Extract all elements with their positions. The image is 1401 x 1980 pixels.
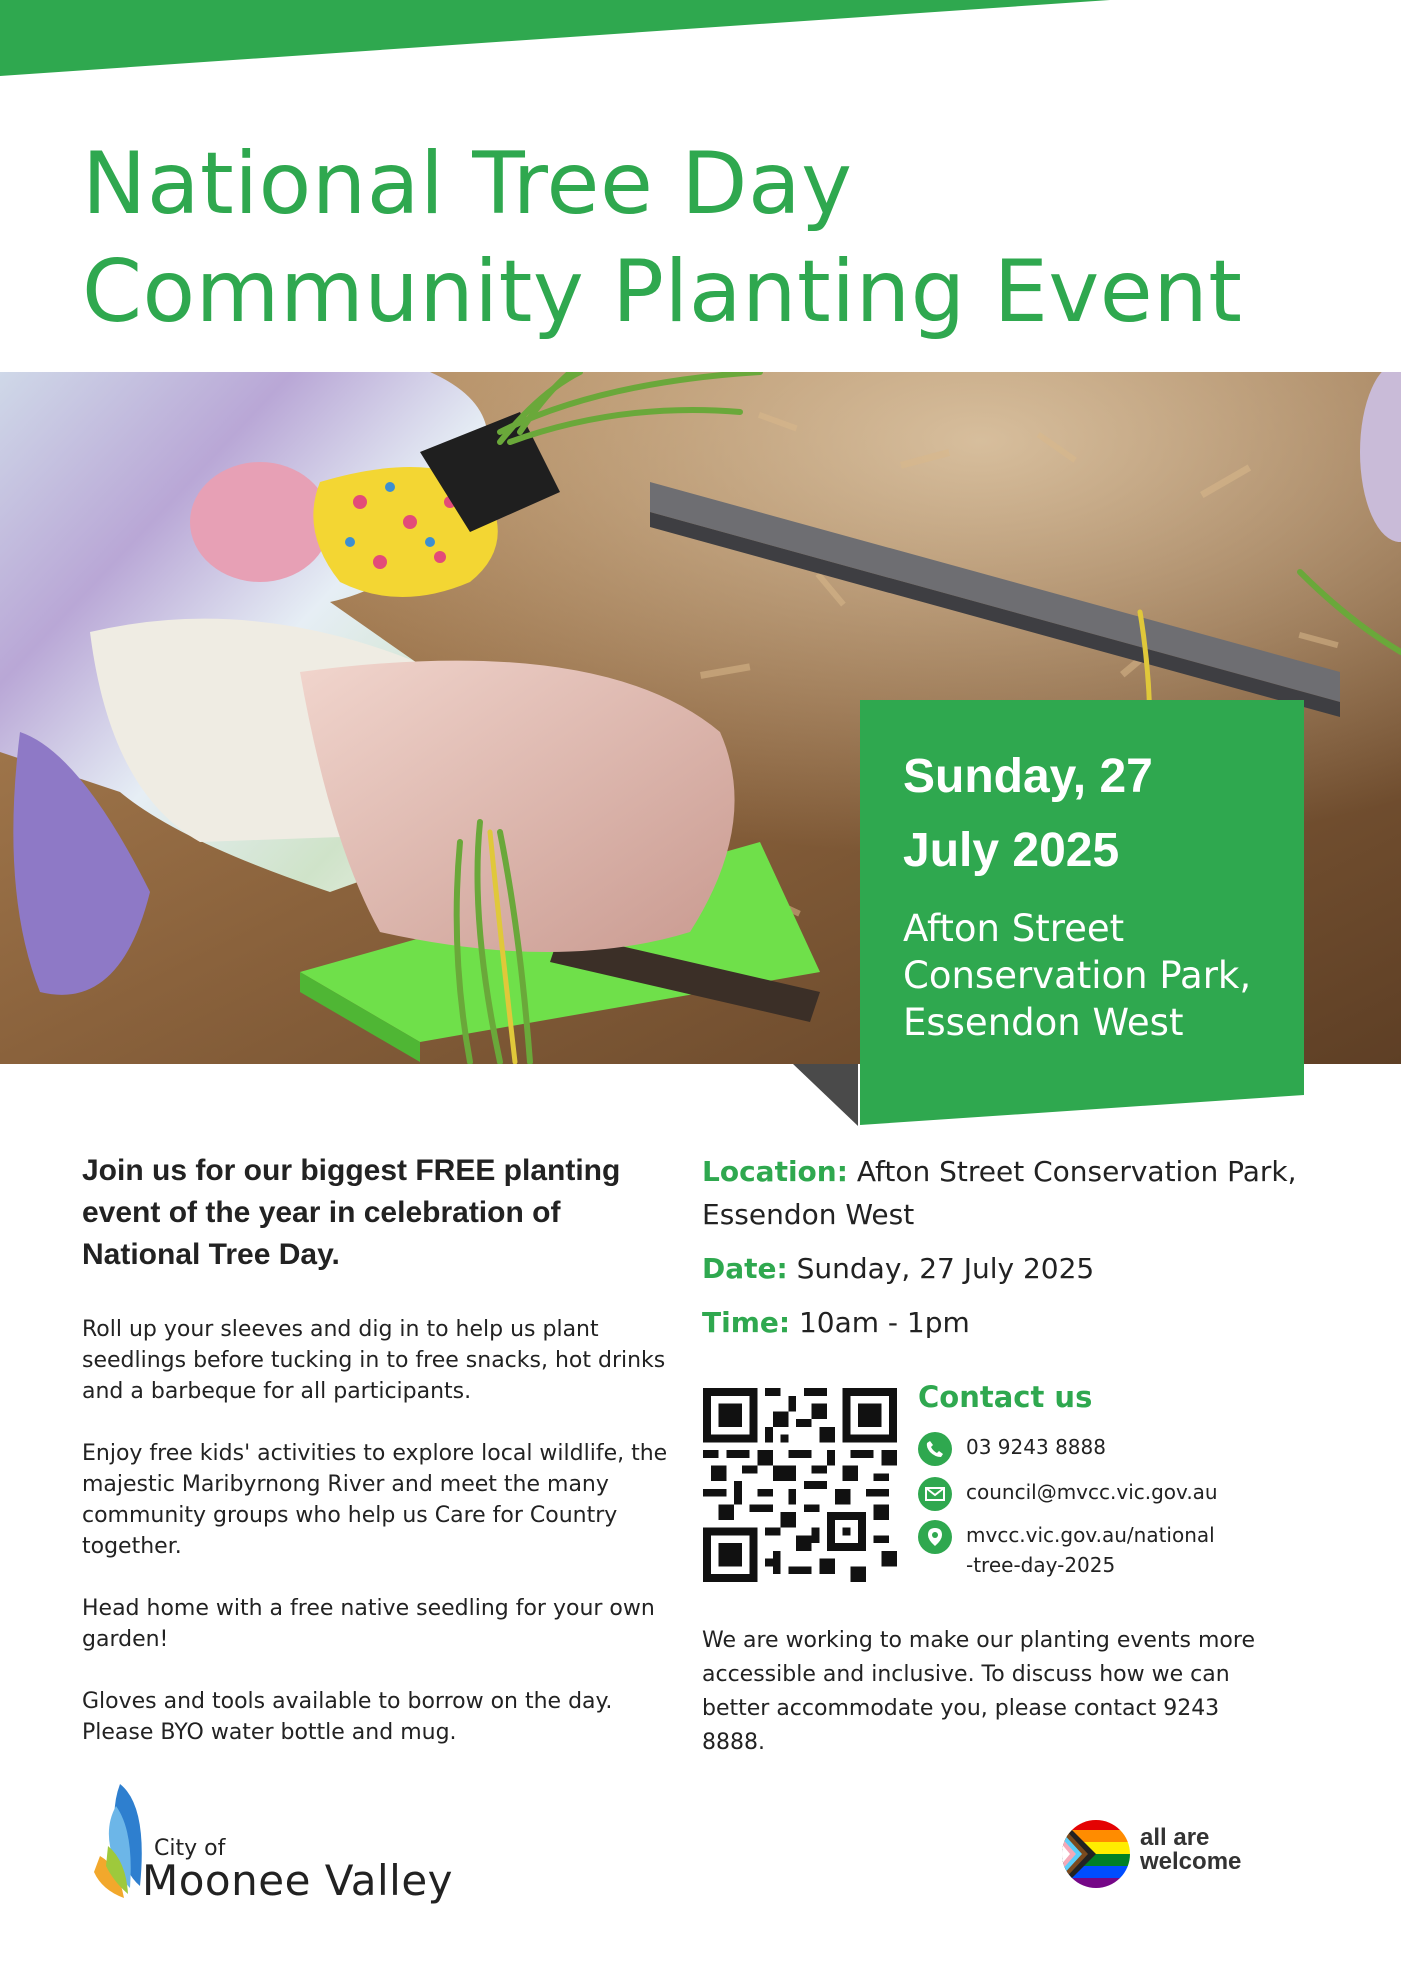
website-line-2: -tree-day-2025 (966, 1553, 1116, 1577)
email-address[interactable]: council@mvcc.vic.gov.au (966, 1480, 1218, 1504)
highlight-place-line-1: Afton Street (903, 907, 1125, 950)
time-label: Time: (702, 1306, 791, 1339)
all-are-welcome-text (1140, 1826, 1241, 1874)
time-row (702, 1301, 1322, 1344)
title-line-1: National Tree Day (82, 134, 853, 234)
intro-heading: Join us for our biggest FREE planting event of the year in celebration of National Tree Day. (82, 1154, 621, 1271)
date-value: Sunday, 27 July 2025 (796, 1252, 1095, 1285)
description-paragraph: Roll up your sleeves and dig in to help us plant seedlings before tucking in to free snacks, hot drinks and a barbeque for all participants. (82, 1317, 666, 1404)
qr-code[interactable] (703, 1388, 897, 1582)
highlight-place (903, 905, 1293, 1046)
title-line-2: Community Planting Event (82, 242, 1243, 342)
contact-email[interactable] (918, 1477, 1218, 1511)
contact-phone[interactable] (918, 1432, 1106, 1466)
logo-moonee-valley: Moonee Valley (142, 1856, 454, 1905)
description-paragraph: Head home with a free native seedling for your own garden! (82, 1596, 655, 1652)
description-paragraph: Gloves and tools available to borrow on the day. Please BYO water bottle and mug. (82, 1689, 613, 1745)
time-value: 10am - 1pm (798, 1306, 970, 1339)
logo-city-of: City of (154, 1836, 226, 1861)
highlight-place-line-2: Conservation Park, (903, 954, 1252, 997)
event-details (702, 1150, 1322, 1355)
contact-website[interactable] (918, 1520, 1215, 1580)
location-value: Afton Street Conservation Park, Essendon West (702, 1155, 1297, 1231)
location-label: Location: (702, 1155, 848, 1188)
location-row (702, 1150, 1322, 1236)
website-link[interactable] (966, 1520, 1215, 1580)
top-accent-bar (0, 0, 1401, 80)
highlight-place-line-3: Essendon West (903, 1001, 1184, 1044)
contact-heading: Contact us (918, 1380, 1093, 1414)
date-label: Date: (702, 1252, 788, 1285)
phone-number[interactable]: 03 9243 8888 (966, 1435, 1106, 1459)
date-row (702, 1247, 1322, 1290)
welcome-line-1: all are (1140, 1824, 1210, 1851)
welcome-line-2: welcome (1140, 1848, 1242, 1875)
accessibility-note: We are working to make our planting events more accessible and inclusive. To discuss how we can better accommodate you, please contact 9243 8888. (702, 1628, 1255, 1755)
mail-icon (918, 1477, 952, 1511)
phone-icon (918, 1432, 952, 1466)
rainbow-chevron-icon (1060, 1818, 1132, 1890)
description-paragraph: Enjoy free kids' activities to explore local wildlife, the majestic Maribyrnong River and meet the many community groups who help us Care for Country together. (82, 1441, 668, 1559)
highlight-date-line-1: Sunday, 27 (903, 750, 1153, 803)
page-title (82, 130, 1342, 346)
highlight-date-line-2: July 2025 (903, 824, 1120, 877)
highlight-date (903, 740, 1283, 888)
event-description (82, 1314, 682, 1779)
location-pin-icon (918, 1520, 952, 1554)
website-line-1: mvcc.vic.gov.au/national (966, 1523, 1215, 1547)
